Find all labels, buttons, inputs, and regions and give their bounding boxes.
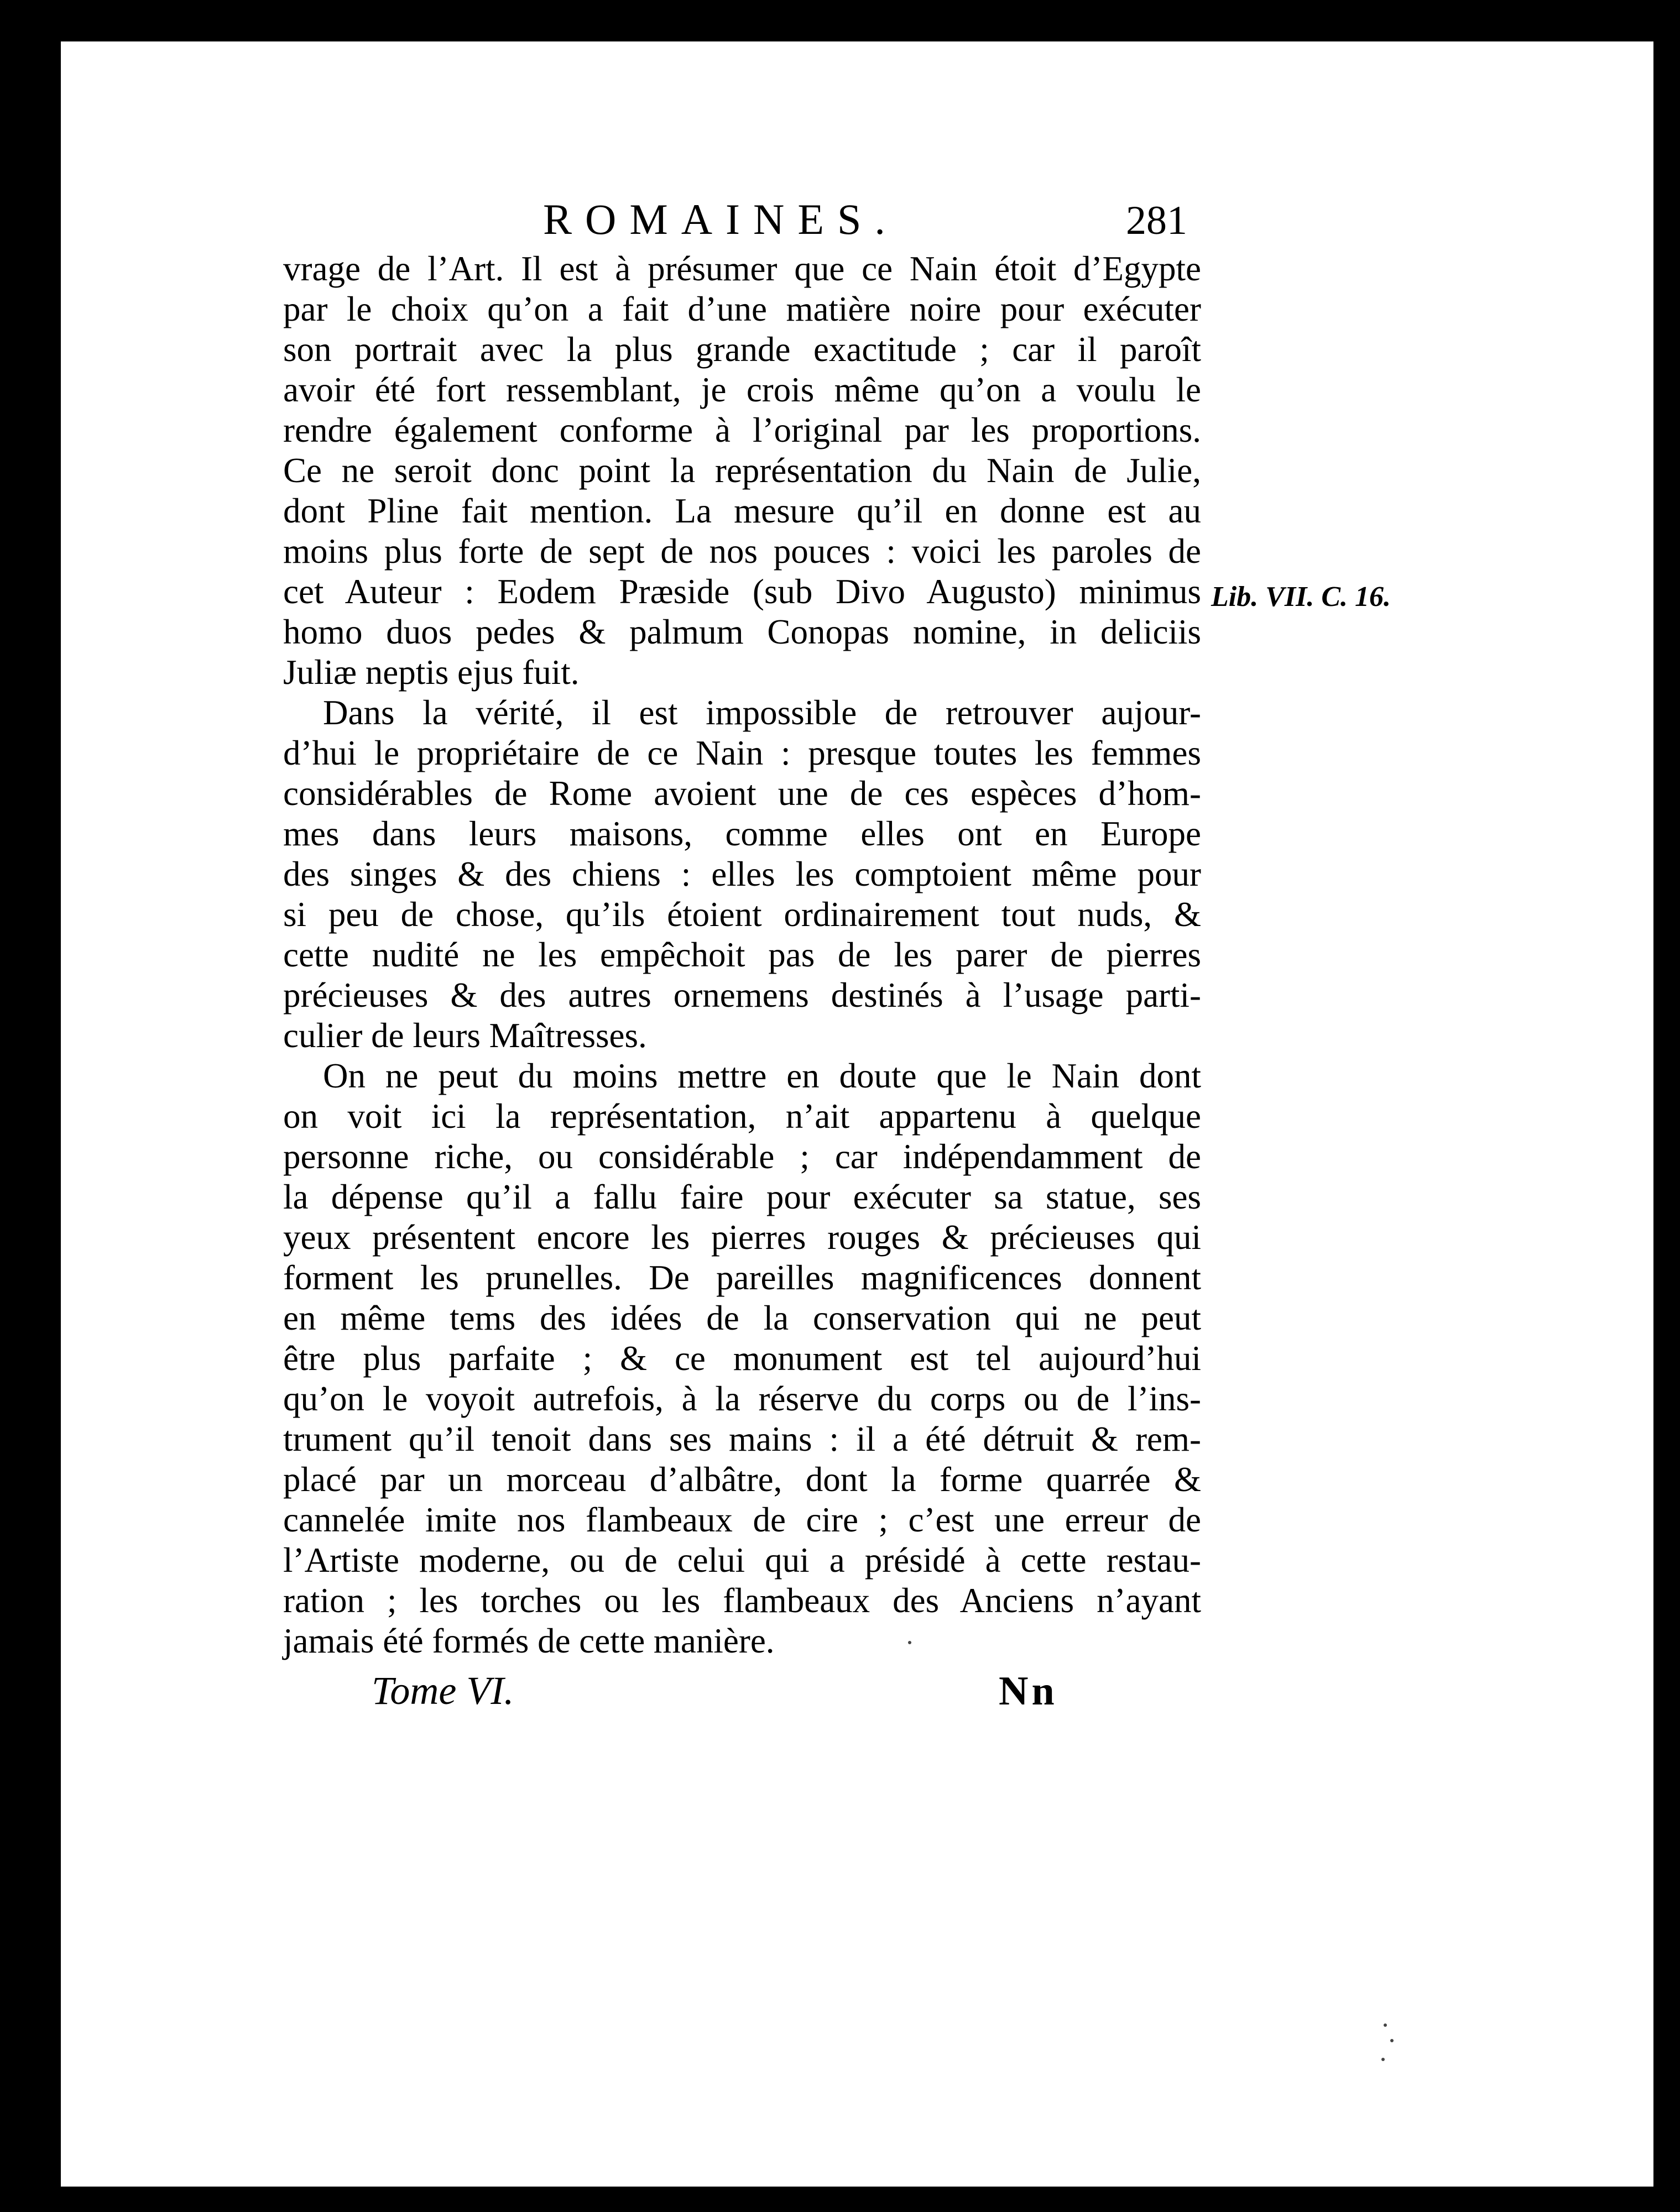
text-line: par le choix qu’on a fait d’une matière noire pour exécuter (283, 290, 1201, 328)
text-line: Ce ne seroit donc point la représentation du Nain de Julie, (283, 451, 1201, 490)
running-title: ROMAINES. (543, 195, 899, 243)
text-line: forment les prunelles. De pareilles magnificences donnent (283, 1258, 1201, 1297)
text-line: cette nudité ne les empêchoit pas de les parer de pierres (283, 935, 1201, 974)
text-line: mes dans leurs maisons, comme elles ont en Europe (283, 814, 1201, 853)
text-line: d’hui le propriétaire de ce Nain : presque toutes les femmes (283, 734, 1201, 772)
paper-speck (1384, 2023, 1387, 2027)
text-line: la dépense qu’il a fallu faire pour exécuter sa statue, ses (283, 1178, 1201, 1216)
text-line: son portrait avec la plus grande exactitude ; car il paroît (283, 330, 1201, 369)
volume-label: Tome VI. (372, 1669, 514, 1713)
text-line: personne riche, ou considérable ; car indépendamment de (283, 1137, 1201, 1176)
text-line: considérables de Rome avoient une de ces espèces d’hom- (283, 774, 1201, 813)
signature-mark: Nn (999, 1669, 1058, 1714)
text-line: rendre également conforme à l’original par les proportions. (283, 411, 1201, 449)
text-line: ration ; les torches ou les flambeaux des Anciens n’ayant (283, 1581, 1201, 1620)
text-line: trument qu’il tenoit dans ses mains : il a été détruit & rem- (283, 1420, 1201, 1458)
text-line: vrage de l’Art. Il est à présumer que ce Nain étoit d’Egypte (283, 249, 1201, 288)
text-line: cet Auteur : Eodem Præside (sub Divo Augusto) minimus (283, 572, 1201, 611)
text-line: jamais été formés de cette manière. (283, 1622, 775, 1660)
text-line: moins plus forte de sept de nos pouces : voici les paroles de (283, 532, 1201, 571)
text-line: culier de leurs Maîtresses. (283, 1016, 647, 1055)
text-line: dont Pline fait mention. La mesure qu’il en donne est au (283, 491, 1201, 530)
text-line: cannelée imite nos flambeaux de cire ; c’est une erreur de (283, 1500, 1201, 1539)
text-line: l’Artiste moderne, ou de celui qui a présidé à cette restau- (283, 1541, 1201, 1580)
text-line: précieuses & des autres ornemens destinés à l’usage parti- (283, 976, 1201, 1015)
text-line: on voit ici la représentation, n’ait appartenu à quelque (283, 1097, 1201, 1136)
paper-speck (908, 1641, 911, 1644)
paper-speck (1381, 2058, 1385, 2061)
margin-note: Lib. VII. C. 16. (1211, 581, 1391, 613)
text-line: placé par un morceau d’albâtre, dont la forme quarrée & (283, 1460, 1201, 1499)
text-line: On ne peut du moins mettre en doute que le Nain dont (323, 1057, 1201, 1095)
text-line: qu’on le voyoit autrefois, à la réserve du corps ou de l’ins- (283, 1379, 1201, 1418)
body-text (283, 249, 1201, 1661)
text-line: être plus parfaite ; & ce monument est tel aujourd’hui (283, 1339, 1201, 1378)
text-line: homo duos pedes & palmum Conopas nomine, in deliciis (283, 613, 1201, 651)
page-number: 281 (1126, 198, 1187, 243)
paper-speck (1390, 2039, 1394, 2042)
text-line: yeux présentent encore les pierres rouges & précieuses qui (283, 1218, 1201, 1257)
text-line: Dans la vérité, il est impossible de retrouver aujour- (323, 693, 1201, 732)
text-line: en même tems des idées de la conservation qui ne peut (283, 1299, 1201, 1337)
text-line: des singes & des chiens : elles les comptoient même pour (283, 855, 1201, 893)
text-line: Juliæ neptis ejus fuit. (283, 653, 580, 692)
text-line: si peu de chose, qu’ils étoient ordinairement tout nuds, & (283, 895, 1201, 934)
text-line: avoir été fort ressemblant, je crois même qu’on a voulu le (283, 370, 1201, 409)
